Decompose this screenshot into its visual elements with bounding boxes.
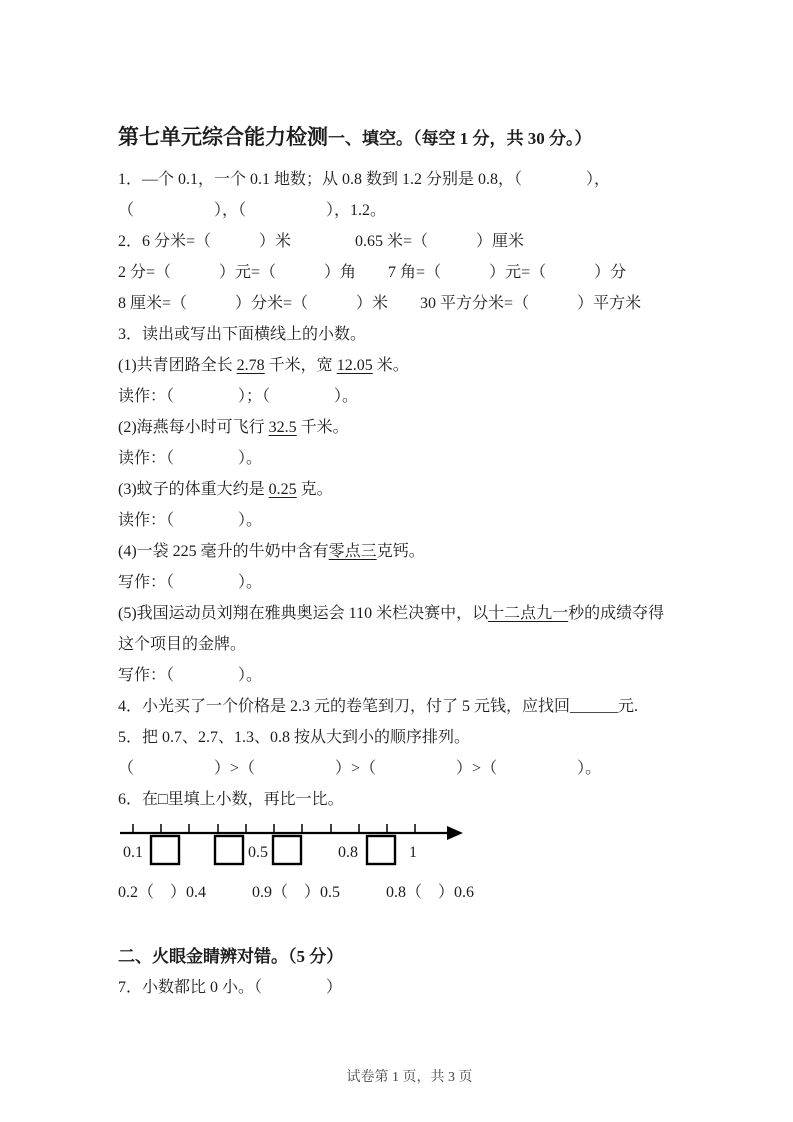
q3-item1-underlined-value-2: 12.05 — [336, 357, 373, 374]
q7-text: 7．小数都比 0 小。（ ） — [118, 979, 343, 996]
fill-box-1 — [151, 836, 179, 864]
q5-answer-line: （ ）>（ ）>（ ）>（ ）。 — [118, 760, 602, 777]
compare-item-2: 0.9（ ）0.5 — [252, 884, 341, 901]
q3-item1-post: 米。 — [372, 357, 409, 374]
unit-title: 第七单元综合能力检测 — [118, 125, 328, 149]
number-line-label-1: 1 — [409, 844, 417, 861]
q3-item3-post: 克。 — [296, 481, 333, 498]
q3-item5-line2: 这个项目的金牌。 — [118, 636, 247, 653]
tick-marks — [133, 824, 415, 833]
q3-item4-write-blank: 写作：（ ）。 — [118, 574, 263, 591]
arrowhead-icon — [447, 826, 463, 840]
page-footer: 试卷第 1 页，共 3 页 — [346, 1070, 473, 1085]
q3-item4 — [118, 536, 748, 567]
q3-item1-pre: (1)共青团路全长 — [118, 357, 237, 374]
section2-heading: 二、火眼金睛辨对错。（5 分） — [118, 947, 344, 966]
number-line-svg — [118, 821, 470, 871]
q3-item5-pre: (5)我国运动员刘翔在雅典奥运会 110 米栏决赛中，以 — [118, 605, 489, 622]
q3-item3-underlined-value: 0.25 — [268, 481, 297, 498]
q3-item1 — [118, 350, 748, 381]
q3-item3 — [118, 474, 748, 505]
q3-item2-post: 千米。 — [296, 419, 349, 436]
section1-heading: 一、填空。（每空 1 分，共 30 分。） — [328, 129, 592, 148]
q3-item2-underlined-value: 32.5 — [268, 419, 297, 436]
compare-item-1: 0.2（ ）0.4 — [118, 884, 207, 901]
q3-item2-pre: (2)海燕每小时可飞行 — [118, 419, 269, 436]
q3-stem: 3．读出或写出下面横线上的小数。 — [118, 326, 367, 343]
number-line-label-0-1: 0.1 — [123, 844, 143, 861]
q2-line3: 8 厘米=（ ）分米=（ ）米 30 平方分米=（ ）平方米 — [118, 295, 642, 312]
q1-line1: 1．—个 0.1，一个 0.1 地数；从 0.8 数到 1.2 分别是 0.8，（ ）， — [118, 171, 611, 188]
q3-item5-post: 秒的成绩夺得 — [568, 605, 665, 622]
q2-line2: 2 分=（ ）元=（ ）角 7 角=（ ）元=（ ）分 — [118, 264, 627, 281]
q3-item2 — [118, 412, 748, 443]
q4-text: 4．小光买了一个价格是 2.3 元的卷笔到刀，付了 5 元钱，应找回______元. — [118, 698, 639, 715]
q3-item1-read-blank: 读作：（ ）；（ ）。 — [118, 388, 359, 405]
q2-line1: 2．6 分米=（ ）米 0.65 米=（ ）厘米 — [118, 233, 525, 250]
fill-box-4 — [367, 836, 395, 864]
q3-item1-mid: 千米，宽 — [264, 357, 337, 374]
q1-line2: （ ），（ ），1.2。 — [118, 202, 387, 219]
page-title — [118, 122, 748, 154]
q6-compare-row — [118, 877, 748, 908]
number-line-label-0-8: 0.8 — [338, 844, 358, 861]
q3-item3-read-blank: 读作：（ ）。 — [118, 512, 263, 529]
q3-item3-pre: (3)蚊子的体重大约是 — [118, 481, 269, 498]
q3-item5-write-blank: 写作：（ ）。 — [118, 667, 263, 684]
q6-stem: 6．在□里填上小数，再比一比。 — [118, 791, 344, 808]
q3-item1-underlined-value-1: 2.78 — [236, 357, 265, 374]
exam-content — [118, 122, 748, 1003]
q3-item5-line1 — [118, 598, 748, 629]
q3-item4-underlined-value: 零点三 — [328, 543, 377, 560]
fill-box-2 — [215, 836, 243, 864]
number-line-label-0-5: 0.5 — [248, 844, 268, 861]
compare-item-3: 0.8（ ）0.6 — [386, 884, 475, 901]
q3-item2-read-blank: 读作：（ ）。 — [118, 450, 263, 467]
q3-item4-pre: (4)一袋 225 毫升的牛奶中含有 — [118, 543, 329, 560]
q3-item5-underlined-value: 十二点九一 — [488, 605, 569, 622]
number-line-figure — [118, 821, 748, 871]
q3-item4-post: 克钙。 — [376, 543, 425, 560]
fill-box-3 — [273, 836, 301, 864]
q5-stem: 5．把 0.7、2.7、1.3、0.8 按从大到小的顺序排列。 — [118, 729, 471, 746]
